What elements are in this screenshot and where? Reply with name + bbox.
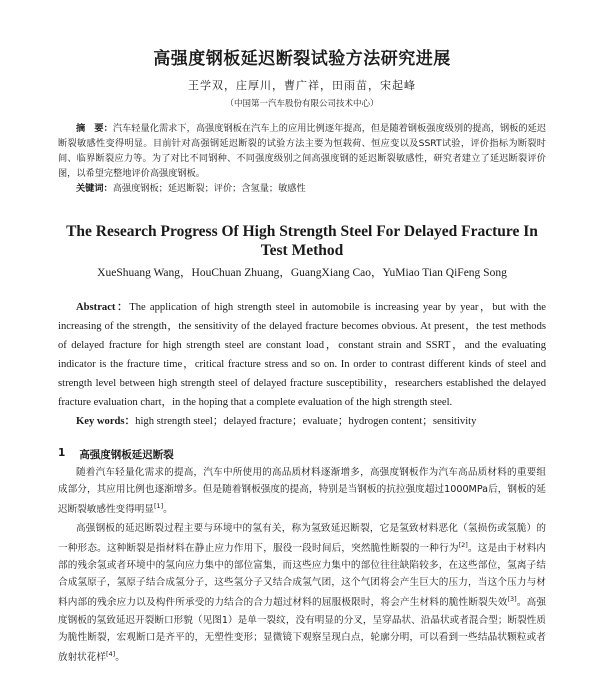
english-keywords bbox=[58, 412, 546, 431]
citation-4: [4] bbox=[105, 649, 116, 658]
para1-end: 。 bbox=[163, 504, 173, 516]
para2c-end: 。 bbox=[115, 651, 125, 663]
citation-3: [3] bbox=[507, 595, 517, 604]
section-title: 高强度钢板延迟断裂 bbox=[79, 449, 174, 461]
body-paragraph-2 bbox=[58, 520, 546, 666]
english-authors: XueShuang Wang，HouChuan Zhuang，GuangXiang Cao，YuMiao Tian QiFeng Song bbox=[97, 267, 507, 279]
chinese-keywords-text: 高强度钢板；延迟断裂；评价；含氢量；敏感性 bbox=[112, 183, 306, 194]
chinese-abstract-text: 汽车轻量化需求下，高强度钢板在汽车上的应用比例逐年提高，但是随着钢板强度级别的提高，钢板的延迟断裂敏感性变得明显。目前针对高强钢延迟断裂的试验方法主要为恒载荷、恒应变以及SSRT试验，评价指标为断裂时间、临界断裂应力等。为了对比不同钢种、不同强度级别之间高强度钢的延迟断裂敏感性，研究者建立了延迟断裂评价图，以希望完整地评价高强度钢板。 bbox=[58, 123, 547, 179]
english-keywords-label: Key words： bbox=[76, 416, 136, 427]
para2b-text: 。这是由于材料内部的残余氢或者环境中的氢向应力集中的部位富集，而这些应力集中的部位往往缺陷较多，在这些部位，氢离子结合成氢原子，氢原子结合成氢分子，这些氢分子又结合成氢气团，这个气团将会产生巨大的压力，当这个压力与材料内部的残余应力以及构件所承受的力结合的合力超过材料的屈服极限时，将会产生材料的脆性断裂失效 bbox=[58, 543, 547, 609]
chinese-keywords bbox=[58, 181, 546, 196]
para1-text: 随着汽车轻量化需求的提高，汽车中所使用的高品质材料逐渐增多，高强度钢板作为汽车高品质材料的重要组成部分，其应用比例也逐渐增多。但是随着钢板强度的提高，特别是当钢板的抗拉强度超过1000MPa后，钢板的延迟断裂敏感性变得明显 bbox=[58, 467, 546, 516]
english-title: The Research Progress Of High Strength Steel For Delayed Fracture In Test Method bbox=[66, 223, 538, 259]
english-abstract-text: The application of high strength steel in automobile is increasing year by year，but with the increasing of the strength，the sensitivity of the delayed fracture becomes obvious. At present，the test methods of delayed fracture for high strength steel are constant load，constant strain and SSRT，and the evaluating indicator is the fracture time，critical fracture stress and so on. In order to contrast different kinds of steel and strength level between high strength steel of delayed fracture susceptibility，researchers established the delayed fracture evaluation chart，in the hoping that a complete evaluation of the high strength steel. bbox=[58, 302, 547, 408]
english-abstract bbox=[58, 298, 546, 412]
english-abstract-label: Abstract： bbox=[76, 302, 130, 313]
chinese-keywords-label: 关键词： bbox=[76, 183, 113, 194]
body-paragraph-1 bbox=[58, 464, 546, 518]
chinese-authors: 王学双，庄厚川，曹广祥，田雨苗，宋起峰 bbox=[188, 79, 416, 92]
para2a-text: 高强钢板的延迟断裂过程主要与环境中的氢有关，称为氢致延迟断裂，它是氢致材料恶化（氢损伤或氢脆）的一种形态。这种断裂是指材料在静止应力作用下，服役一段时间后，突然脆性断裂的一种行为 bbox=[58, 523, 546, 555]
english-keywords-text: high strength steel；delayed fracture；evaluate；hydrogen content；sensitivity bbox=[135, 416, 477, 427]
chinese-affiliation: （中国第一汽车股份有限公司技术中心） bbox=[225, 99, 379, 109]
para2c-text: 。高强度钢板的氢致延迟开裂断口形貌（见图1）是单一裂纹，没有明显的分叉，呈穿晶状、沿晶状或者混合型；断裂性质为脆性断裂，宏观断口是齐平的，无塑性变形；显微镜下观察呈现白点，轮廓分明，可以看到一些结晶状颗粒或者放射状花样 bbox=[58, 597, 547, 663]
section-number: 1 bbox=[58, 447, 66, 459]
chinese-abstract bbox=[58, 121, 546, 181]
chinese-abstract-label: 摘 要： bbox=[76, 123, 113, 134]
citation-2: [2] bbox=[458, 541, 468, 550]
chinese-title: 高强度钢板延迟断裂试验方法研究进展 bbox=[153, 49, 451, 69]
section-heading bbox=[58, 447, 546, 462]
citation-1: [1] bbox=[153, 502, 164, 510]
